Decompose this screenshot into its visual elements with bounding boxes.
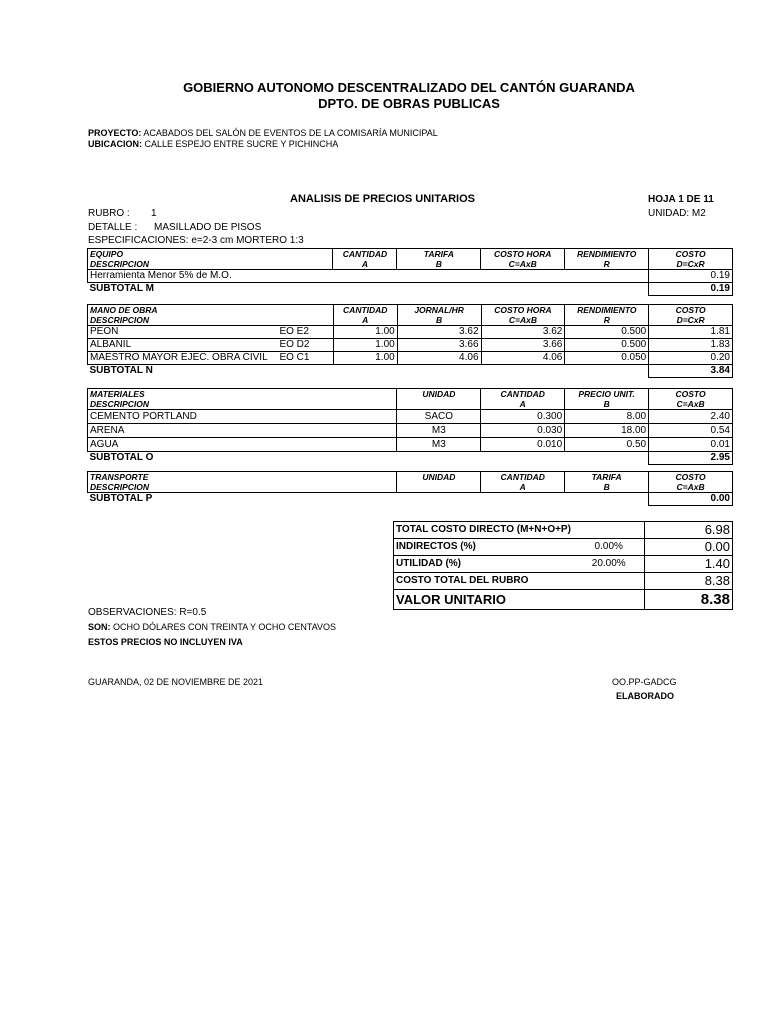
- unidad-label: UNIDAD: M2: [648, 208, 706, 219]
- mat-row-costo: 0.54: [649, 424, 733, 438]
- table-row: [88, 339, 733, 352]
- mat-row-cant: 0.030: [481, 424, 565, 438]
- mat-row-desc: CEMENTO PORTLAND: [88, 410, 397, 424]
- mano-row-costo: 1.81: [649, 326, 733, 339]
- subtotal-n-value: 3.84: [649, 365, 733, 378]
- mat-row-desc: AGUA: [88, 438, 397, 452]
- equipo-h-a: A: [361, 259, 368, 269]
- trans-h-title: TRANSPORTE: [90, 472, 149, 482]
- mano-header: [88, 305, 733, 326]
- mano-row-cant: 1.00: [333, 339, 397, 352]
- utilidad-value: 1.40: [645, 556, 733, 573]
- mano-row-cant: 1.00: [333, 352, 397, 365]
- mano-row-costo-hora: 4.06: [481, 352, 565, 365]
- mano-h-rendimiento: RENDIMIENTO: [577, 305, 637, 315]
- mano-subtotal-row: [88, 365, 733, 378]
- table-row: [88, 410, 733, 424]
- equipo-row-costo: 0.19: [649, 270, 733, 283]
- summary-row: [394, 590, 733, 610]
- iva-note: ESTOS PRECIOS NO INCLUYEN IVA: [88, 637, 243, 647]
- mat-row-precio: 18.00: [565, 424, 649, 438]
- mano-h-dcxr: D=CxR: [676, 315, 705, 325]
- elaborado: ELABORADO: [616, 691, 674, 701]
- rubro-value: 1: [151, 208, 157, 219]
- equipo-h-b: B: [435, 259, 442, 269]
- ubicacion-line: [88, 139, 338, 149]
- equipo-h-cantidad: CANTIDAD: [342, 249, 388, 259]
- equipo-h-r: R: [603, 259, 610, 269]
- costo-total-label: COSTO TOTAL DEL RUBRO: [394, 573, 645, 590]
- mano-h-costo: COSTO: [675, 305, 706, 315]
- trans-h-desc: DESCRIPCION: [90, 482, 150, 492]
- trans-h-b: B: [603, 482, 610, 492]
- equipo-header: [88, 249, 733, 270]
- mat-h-cxb: C=AxB: [676, 399, 705, 409]
- equipo-h-costo: COSTO: [675, 249, 706, 259]
- mano-h-costo-hora: COSTO HORA: [494, 305, 552, 315]
- rubro-label: RUBRO :: [88, 208, 130, 219]
- equipo-h-title: EQUIPO: [90, 249, 124, 259]
- summary-table: [393, 521, 733, 610]
- observaciones: OBSERVACIONES: R=0.5: [88, 607, 207, 618]
- subtotal-m-label: SUBTOTAL M: [88, 283, 649, 296]
- header-line1: GOBIERNO AUTONOMO DESCENTRALIZADO DEL CANTÓN GUARANDA: [183, 80, 635, 95]
- mat-row-cant: 0.300: [481, 410, 565, 424]
- mano-row-desc: ALBAÑIL: [88, 339, 278, 352]
- table-row: [88, 326, 733, 339]
- equipo-h-cxb: C=AxB: [508, 259, 537, 269]
- ubicacion-label: UBICACION:: [88, 139, 142, 149]
- subtotal-m-value: 0.19: [649, 283, 733, 296]
- mano-h-r: R: [603, 315, 610, 325]
- son-value: OCHO DÓLARES CON TREINTA Y OCHO CENTAVOS: [113, 622, 337, 632]
- equipo-h-tarifa: TARIFA: [423, 249, 454, 259]
- table-row: [88, 424, 733, 438]
- mano-h-cxb: C=AxB: [508, 315, 537, 325]
- trans-h-tarifa: TARIFA: [591, 472, 622, 482]
- transporte-table: [87, 471, 733, 506]
- subtotal-o-label: SUBTOTAL O: [88, 452, 649, 465]
- mano-obra-table: [87, 304, 733, 378]
- mano-h-b: B: [436, 315, 443, 325]
- total-directo-label: TOTAL COSTO DIRECTO (M+N+O+P): [394, 522, 645, 539]
- valor-unitario-label: VALOR UNITARIO: [394, 590, 645, 610]
- summary-row: [394, 556, 733, 573]
- ubicacion-value: CALLE ESPEJO ENTRE SUCRE Y PICHINCHA: [144, 139, 339, 149]
- son-line: [88, 622, 336, 632]
- mano-row-rend: 0.050: [565, 352, 649, 365]
- mano-row-desc: MAESTRO MAYOR EJEC. OBRA CIVIL: [88, 352, 278, 365]
- mano-row-costo-hora: 3.66: [481, 339, 565, 352]
- mano-h-desc: DESCRIPCION: [90, 315, 150, 325]
- trans-h-cantidad: CANTIDAD: [500, 472, 545, 482]
- equipo-subtotal-row: [88, 283, 733, 296]
- materiales-subtotal-row: [88, 452, 733, 465]
- subtotal-p-label: SUBTOTAL P: [88, 493, 649, 506]
- summary-row: [394, 573, 733, 590]
- mat-row-costo: 2.40: [649, 410, 733, 424]
- valor-unitario-value: 8.38: [645, 590, 733, 610]
- transporte-header: [88, 472, 733, 493]
- mano-h-title: MANO DE OBRA: [90, 305, 158, 315]
- mat-h-desc: DESCRIPCION: [90, 399, 150, 409]
- indirectos-label: INDIRECTOS (%): [394, 539, 574, 556]
- mat-row-unidad: SACO: [397, 410, 481, 424]
- trans-h-unidad: UNIDAD: [397, 472, 481, 493]
- mat-h-title: MATERIALES: [90, 389, 145, 399]
- table-row: [88, 438, 733, 452]
- mat-row-precio: 0.50: [565, 438, 649, 452]
- indirectos-value: 0.00: [645, 539, 733, 556]
- mano-row-rend: 0.500: [565, 326, 649, 339]
- fecha: GUARANDA, 02 DE NOVIEMBRE DE 2021: [88, 677, 264, 687]
- subtotal-o-value: 2.95: [649, 452, 733, 465]
- utilidad-label: UTILIDAD (%): [394, 556, 574, 573]
- mat-h-b: B: [603, 399, 610, 409]
- table-row: [88, 270, 733, 283]
- mat-h-cantidad: CANTIDAD: [500, 389, 545, 399]
- equipo-h-dcxr: D=CxR: [676, 259, 705, 269]
- trans-h-costo: COSTO: [675, 472, 706, 482]
- trans-h-cxb: C=AxB: [676, 482, 705, 492]
- mano-row-costo: 0.20: [649, 352, 733, 365]
- mat-row-costo: 0.01: [649, 438, 733, 452]
- subtotal-p-value: 0.00: [649, 493, 733, 506]
- mat-row-unidad: M3: [397, 424, 481, 438]
- equipo-h-desc: DESCRIPCION: [90, 259, 150, 269]
- table-row: [88, 352, 733, 365]
- mat-h-a: A: [519, 399, 526, 409]
- total-directo-value: 6.98: [645, 522, 733, 539]
- proyecto-value: ACABADOS DEL SALÓN DE EVENTOS DE LA COMISARÍA MUNICIPAL: [143, 128, 438, 138]
- summary-row: [394, 539, 733, 556]
- header-line2: DPTO. DE OBRAS PUBLICAS: [318, 96, 500, 111]
- mano-h-jornal: JORNAL/HR: [414, 305, 464, 315]
- mano-h-a: A: [362, 315, 369, 325]
- indirectos-pct: 0.00%: [573, 539, 645, 556]
- proyecto-line: [88, 128, 438, 138]
- mano-row-cat: EO E2: [277, 326, 333, 339]
- mano-row-jornal: 3.62: [397, 326, 481, 339]
- detalle-label: DETALLE :: [88, 222, 138, 233]
- mat-row-desc: ARENA: [88, 424, 397, 438]
- equipo-row-desc: Herramienta Menor 5% de M.O.: [88, 270, 649, 283]
- summary-row: [394, 522, 733, 539]
- mano-row-rend: 0.500: [565, 339, 649, 352]
- analysis-title: ANALISIS DE PRECIOS UNITARIOS: [290, 193, 475, 205]
- mat-h-costo: COSTO: [675, 389, 706, 399]
- mano-row-cat: EO C1: [277, 352, 333, 365]
- codigo: OO.PP-GADCG: [612, 677, 677, 687]
- equipo-h-rendimiento: RENDIMIENTO: [576, 249, 637, 259]
- mano-h-cantidad: CANTIDAD: [343, 305, 388, 315]
- proyecto-label: PROYECTO:: [88, 128, 142, 138]
- mat-h-precio: PRECIO UNIT.: [578, 389, 635, 399]
- equipo-h-costo-hora: COSTO HORA: [493, 249, 552, 259]
- mat-row-unidad: M3: [397, 438, 481, 452]
- materiales-header: [88, 389, 733, 410]
- costo-total-value: 8.38: [645, 573, 733, 590]
- son-label: SON:: [88, 622, 111, 632]
- mano-row-jornal: 4.06: [397, 352, 481, 365]
- utilidad-pct: 20.00%: [573, 556, 645, 573]
- equipo-table: [87, 248, 733, 296]
- mano-row-costo: 1.83: [649, 339, 733, 352]
- trans-h-a: A: [519, 482, 526, 492]
- hoja-label: HOJA 1 DE 11: [648, 194, 714, 205]
- mano-row-costo-hora: 3.62: [481, 326, 565, 339]
- mat-row-precio: 8.00: [565, 410, 649, 424]
- mano-row-cat: EO D2: [277, 339, 333, 352]
- mano-row-cant: 1.00: [333, 326, 397, 339]
- mano-row-jornal: 3.66: [397, 339, 481, 352]
- detalle-value: MASILLADO DE PISOS: [154, 222, 262, 233]
- transporte-subtotal-row: [88, 493, 733, 506]
- especificaciones: ESPECIFICACIONES: e=2-3 cm MORTERO 1:3: [88, 235, 304, 246]
- mat-row-cant: 0.010: [481, 438, 565, 452]
- subtotal-n-label: SUBTOTAL N: [88, 365, 649, 378]
- mat-h-unidad: UNIDAD: [397, 389, 481, 410]
- materiales-table: [87, 388, 733, 465]
- mano-row-desc: PEON: [88, 326, 278, 339]
